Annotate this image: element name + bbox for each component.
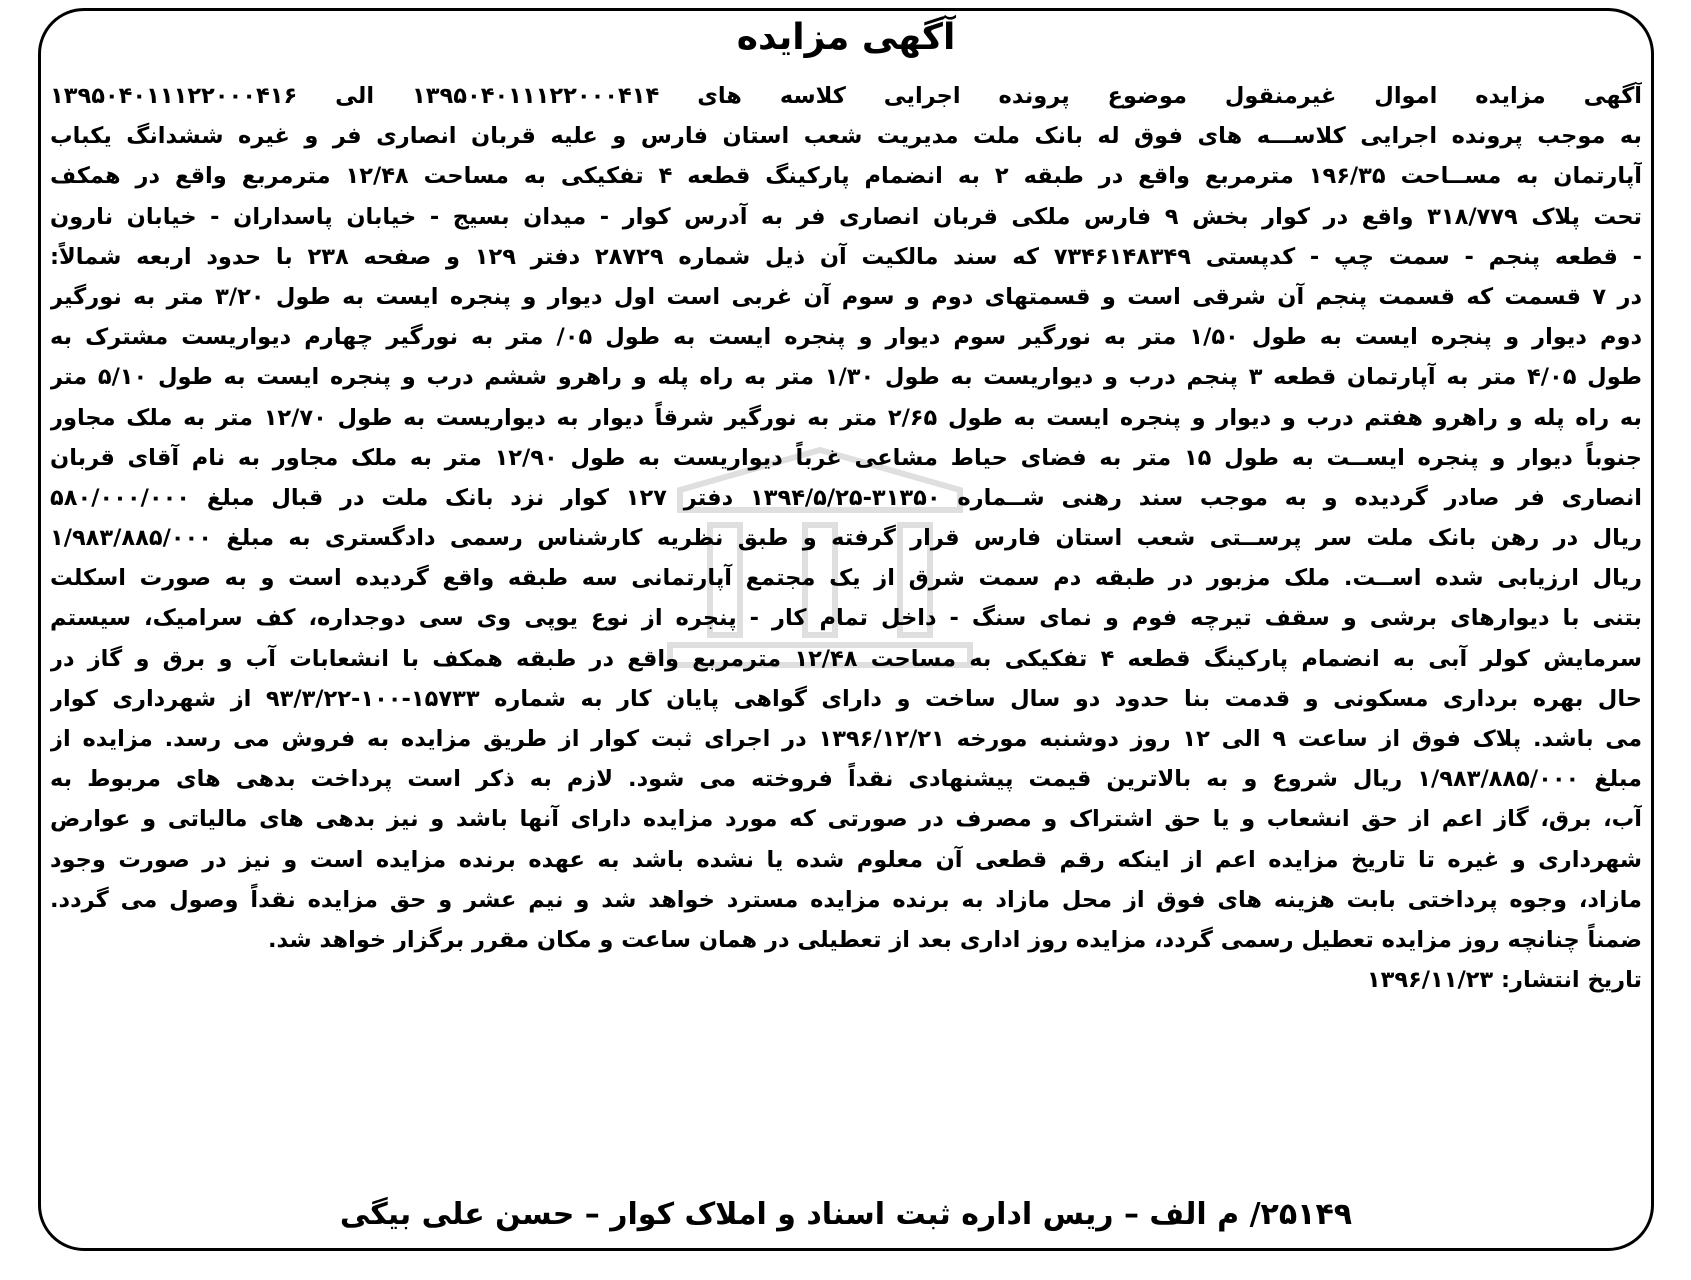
notice-line: ریال در رهن بانک ملت سر پرســتی شعب استان فارس قرار گرفته و طبق نظریه کارشناس رسمی دادگستری به مبلغ ۱/۹۸۳/۸۸۵/۰۰۰ <box>50 525 1642 552</box>
notice-signature: ۲۵۱۴۹/ م الف – ریس اداره ثبت اسناد و املاک کوار – حسن علی بیگی <box>339 1197 1353 1232</box>
notice-line: به راه پله و راهرو هفتم درب و دیوار و پنجره ایست به طول ۲/۶۵ متر به نورگیر شرقاً دیوار به دیواریست به طول ۱۲/۷۰ متر به ملک مجاور <box>50 404 1642 431</box>
notice-line: تحت پلاک ۳۱۸/۷۷۹ واقع در کوار بخش ۹ فارس ملکی قربان انصاری فر به آدرس کوار - میدان بسیج - خیابان پاسداران - خیابان نارون <box>50 203 1642 230</box>
notice-line: - قطعه پنجم - سمت چپ - کدپستی ۷۳۴۶۱۴۸۳۴۹ که سند مالکیت آن ذیل شماره ۲۸۷۲۹ دفتر ۱۲۹ و صفحه ۲۳۸ با حدود اربعه شمالاً: <box>50 243 1642 270</box>
notice-line: می باشد. پلاک فوق از ساعت ۹ الی ۱۲ روز دوشنبه مورخه ۱۳۹۶/۱۲/۲۱ در اجرای ثبت کوار از طریق مزایده به فروش می رسد. مزایده از <box>50 726 1642 752</box>
notice-line: جنوباً دیوار و پنجره ایســت به طول ۱۵ متر به فضای حیاط مشاعی غرباً دیواریست به طول ۱۲/۹۰ متر به ملک مجاور به نام آقای قربان <box>50 444 1642 471</box>
notice-line: طول ۴/۰۵ متر به آپارتمان قطعه ۳ پنجم درب و دیواریست به طول ۱/۳۰ متر به راه پله و راهرو ششم درب و پنجره ایست به طول ۵/۱۰ متر <box>50 364 1642 391</box>
notice-line: بتنی با دیوارهای برشی و سقف تیرچه فوم و نمای سنگ - داخل تمام کار - پنجره از نوع یوپی وی سی دوجداره، کف سرامیک، سیستم <box>50 605 1642 632</box>
notice-line: مازاد، وجوه پرداختی بابت هزینه های فوق از محل مازاد به برنده مزایده مسترد خواهد شد و نیم عشر و حق مزایده نقداً وصول می گردد. <box>50 886 1642 913</box>
notice-line: انصاری فر صادر گردیده و به موجب سند رهنی شــماره ۳۱۳۵۰-۱۳۹۴/۵/۲۵ دفتر ۱۲۷ کوار نزد بانک ملت در قبال مبلغ ۵۸۰/۰۰۰/۰۰۰ <box>50 484 1642 511</box>
notice-line: ضمناً چنانچه روز مزایده تعطیل رسمی گردد، مزایده روز اداری بعد از تعطیلی در همان ساعت و مکان مقرر برگزار خواهد شد. <box>268 926 1642 953</box>
notice-line: به موجب پرونده اجرایی کلاســـه های فوق له بانک ملت مدیریت شعب استان فارس و علیه قربان انصاری فر و غیره ششدانگ یکباب <box>50 123 1642 150</box>
notice-line: شهرداری و غیره تا تاریخ مزایده اعم از اینکه رقم قطعی آن معلوم شده یا نشده باشد به عهده برنده مزایده است و نیز در صورت وجود <box>50 846 1642 873</box>
notice-line: آب، برق، گاز اعم از حق انشعاب و یا حق اشتراک و مصرف در صورتی که مورد مزایده دارای آنها باشد و نیز بدهی های مالیاتی و عوارض <box>50 806 1642 833</box>
notice-line: در ۷ قسمت که قسمت پنجم آن شرقی است و قسمتهای دوم و سوم آن غربی است اول دیوار و پنجره ایست به طول ۳/۲۰ متر به نورگیر <box>50 283 1642 310</box>
notice-line: دوم دیوار و پنجره ایست به طول ۱/۵۰ متر به نورگیر سوم دیوار و پنجره ایست به طول ۰۵/ متر به نورگیر چهارم دیواریست مشترک به <box>50 324 1642 351</box>
notice-line: آگهی مزایده اموال غیرمنقول موضوع پرونده اجرایی کلاسه های ۱۳۹۵۰۴۰۱۱۱۲۲۰۰۰۴۱۴ الی ۱۳۹۵۰۴۰۱۱۱۲۲۰۰۰۴۱۶ <box>50 83 1642 109</box>
notice-line: مبلغ ۱/۹۸۳/۸۸۵/۰۰۰ ریال شروع و به بالاترین قیمت پیشنهادی نقداً فروخته می شود. لازم به ذکر است پرداخت بدهی های مربوط به <box>50 766 1642 793</box>
publish-date: تاریخ انتشار: ۱۳۹۶/۱۱/۲۳ <box>1366 967 1642 994</box>
notice-title: آگهی مزایده <box>736 17 956 58</box>
notice-line: سرمایش کولر آبی به انضمام پارکینگ قطعه ۴ تفکیکی به مساحت ۱۲/۴۸ مترمربع واقع در طبقه همکف با انشعابات آب و برق و گاز در <box>50 645 1642 672</box>
notice-body <box>50 76 1642 1000</box>
notice-line: آپارتمان به مســاحت ۱۹۶/۳۵ مترمربع واقع در طبقه ۲ به انضمام پارکینگ قطعه ۴ تفکیکی به مساحت ۱۲/۴۸ مترمربع واقع در همکف <box>50 163 1642 190</box>
notice-line: ریال ارزیابی شده اســت. ملک مزبور در طبقه دم سمت شرق از یک مجتمع آپارتمانی سه طبقه واقع گردیده است و به صورت اسکلت <box>50 565 1642 592</box>
notice-line: حال بهره برداری مسکونی و قدمت بنا حدود دو سال ساخت و دارای گواهی پایان کار به شماره ۱۵۷۳۳-۱۰۰-۹۳/۳/۲۲ از شهرداری کوار <box>50 685 1642 712</box>
